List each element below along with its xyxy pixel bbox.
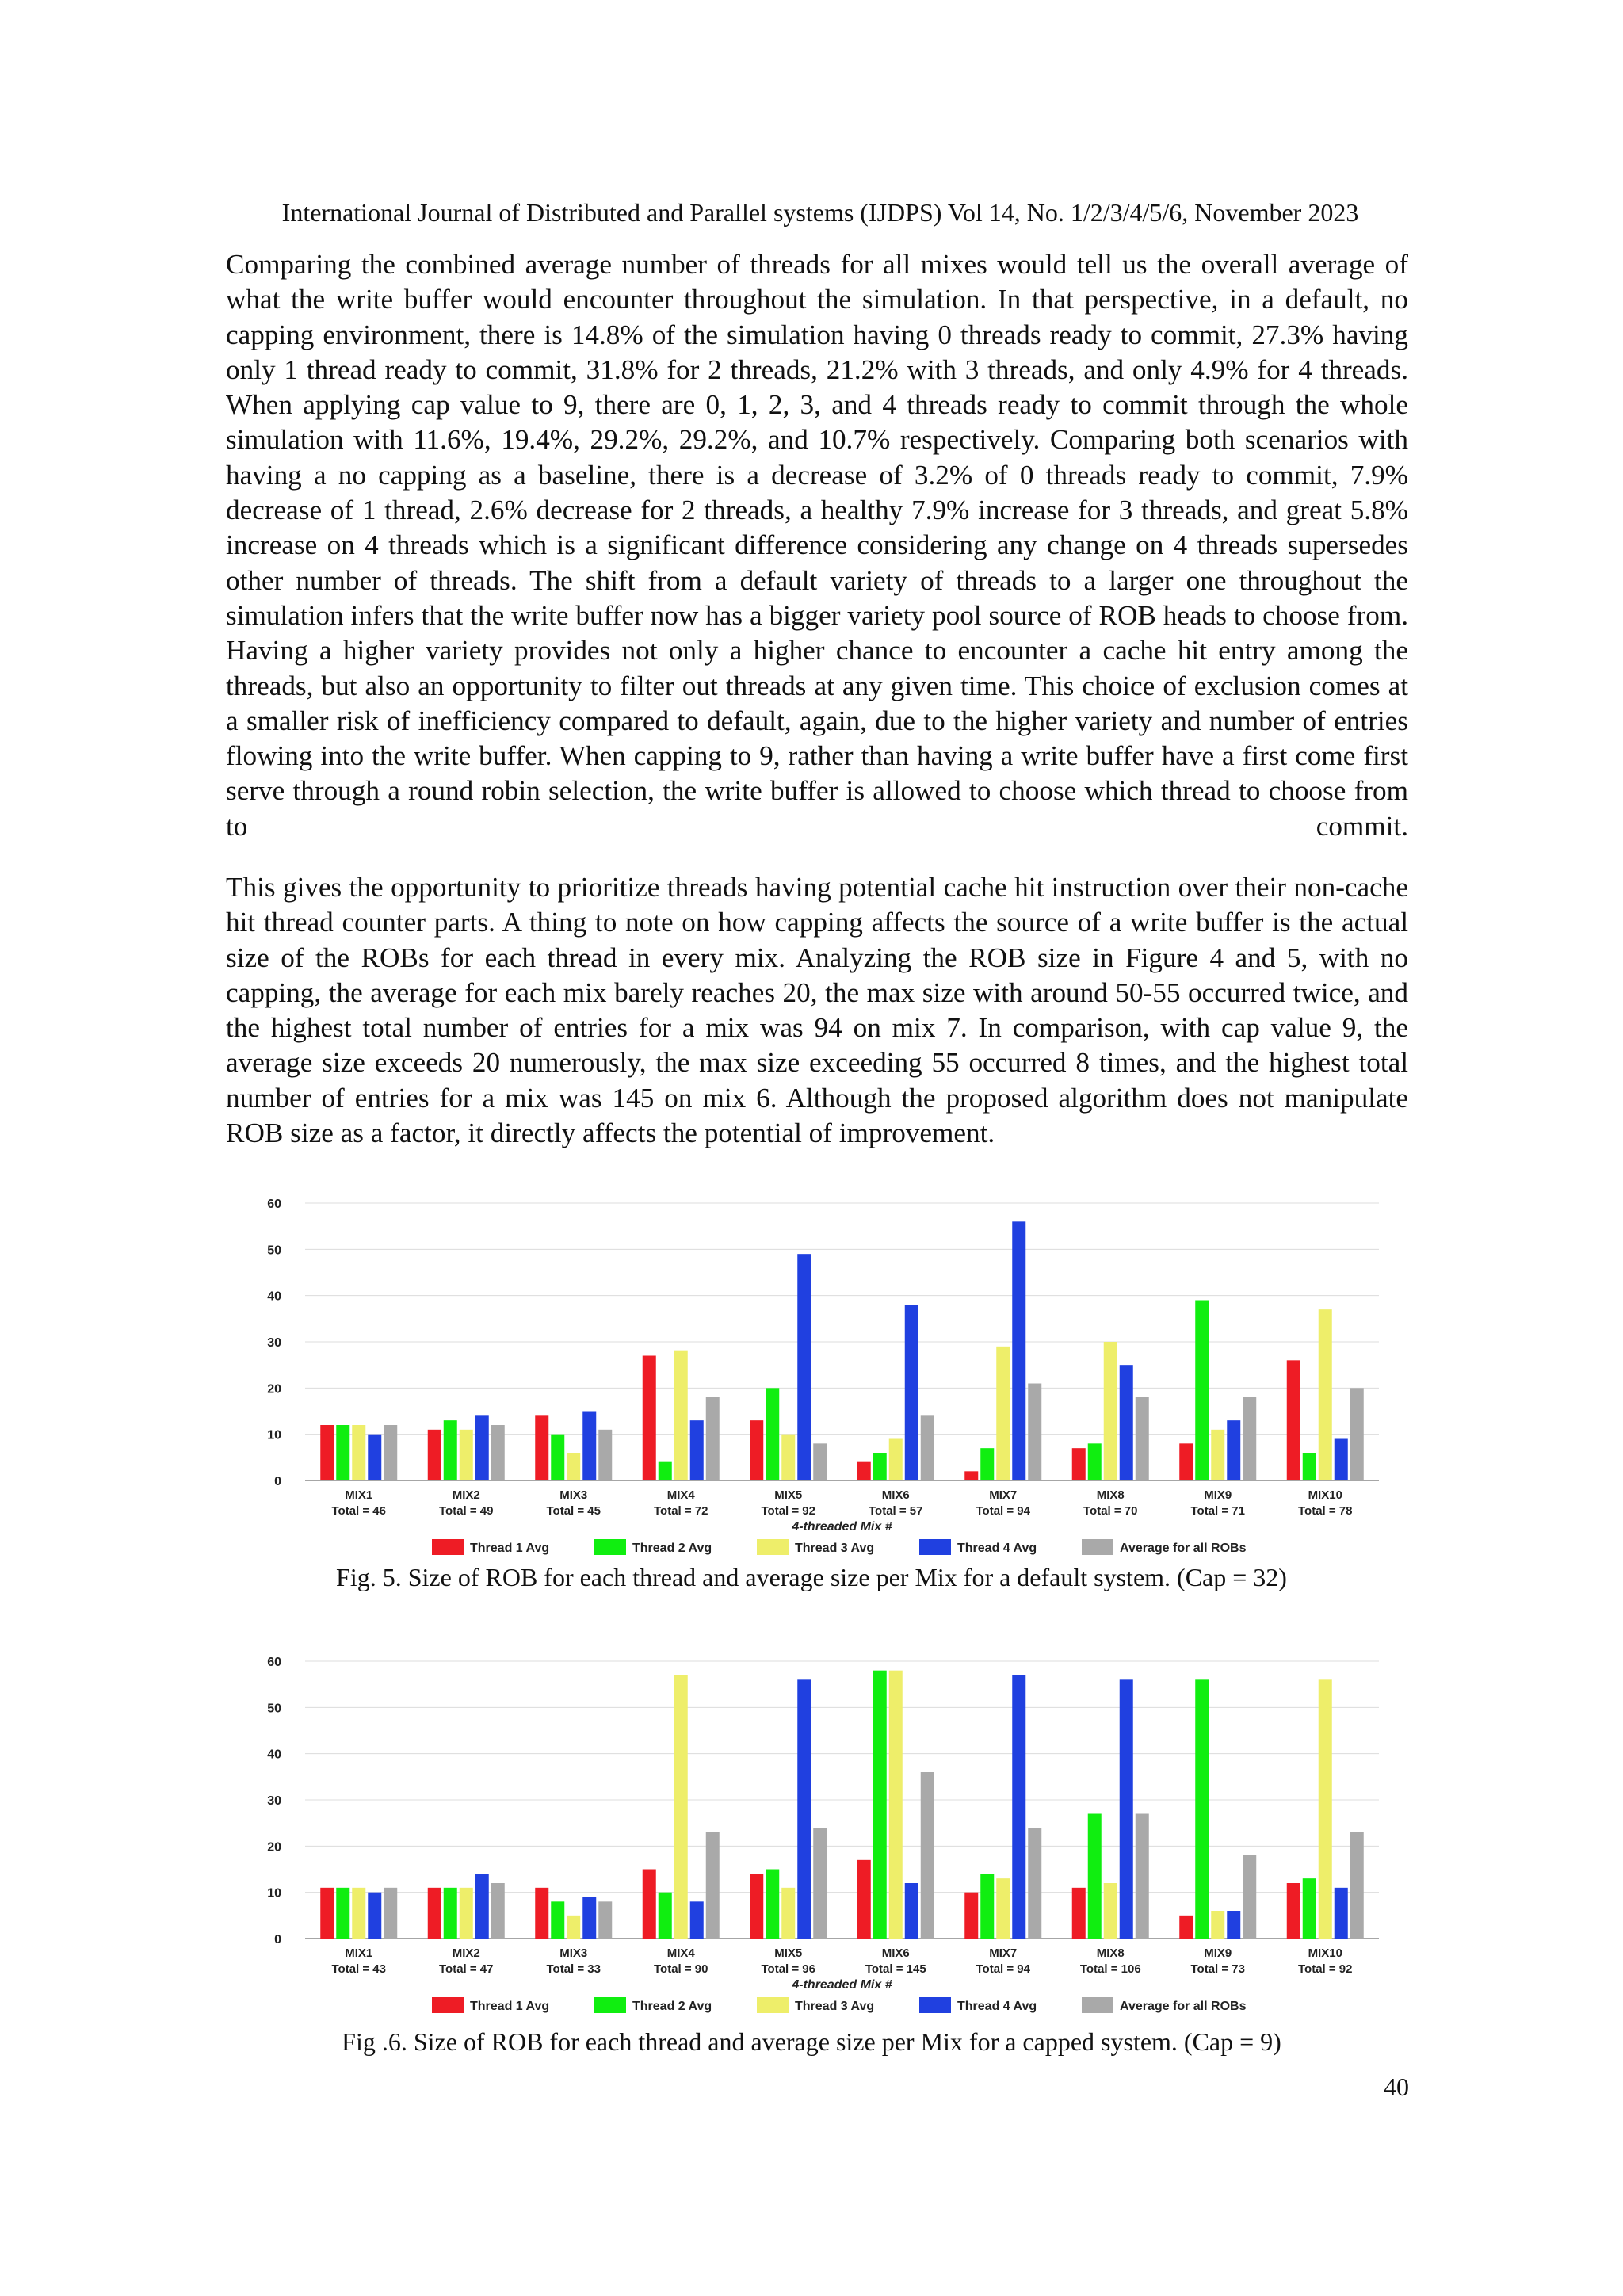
y-tick-label: 40 (267, 1748, 281, 1762)
x-category-label: MIX9 (1204, 1946, 1232, 1960)
bar-thread-2-avg (873, 1671, 887, 1939)
figure-6-caption: Fig .6. Size of ROB for each thread and average size per Mix for a capped system. (Cap = 9) (342, 2027, 1281, 2056)
x-total-label: Total = 90 (654, 1962, 708, 1976)
bar-thread-2-avg (1303, 1453, 1316, 1480)
bar-thread-2-avg (1088, 1814, 1102, 1939)
y-tick-label: 20 (267, 1382, 281, 1396)
bar-thread-2-avg (1088, 1443, 1102, 1480)
x-total-label: Total = 70 (1083, 1504, 1138, 1518)
legend-label: Thread 4 Avg (957, 2000, 1037, 2013)
bar-thread-4-avg (1012, 1221, 1025, 1480)
bar-thread-4-avg (475, 1415, 489, 1480)
x-total-label: Total = 73 (1190, 1962, 1245, 1976)
bar-thread-2-avg (766, 1388, 779, 1480)
bar-thread-3-avg (889, 1671, 903, 1939)
bar-thread-1-avg (643, 1356, 656, 1481)
bar-thread-1-avg (643, 1870, 656, 1939)
y-tick-label: 30 (267, 1336, 281, 1350)
bar-thread-3-avg (1319, 1679, 1332, 1939)
legend-swatch (757, 1539, 789, 1555)
bar-thread-3-avg (1319, 1309, 1332, 1480)
bar-thread-1-avg (428, 1430, 441, 1480)
legend-label: Thread 3 Avg (795, 1541, 875, 1555)
bar-thread-2-avg (766, 1870, 779, 1939)
bar-thread-4-avg (690, 1901, 704, 1939)
legend-label: Average for all ROBs (1120, 2000, 1247, 2013)
bar-thread-4-avg (582, 1412, 596, 1481)
x-category-label: MIX1 (345, 1488, 373, 1502)
legend-label: Average for all ROBs (1120, 1541, 1247, 1555)
legend-swatch (1082, 1539, 1113, 1555)
bar-thread-4-avg (582, 1897, 596, 1939)
legend-swatch (432, 1997, 464, 2013)
bar-average-for-all-robs (921, 1772, 934, 1939)
x-total-label: Total = 92 (1298, 1962, 1353, 1976)
bar-thread-4-avg (475, 1874, 489, 1939)
bar-thread-3-avg (567, 1916, 580, 1939)
chart-figure-6 (254, 1637, 1379, 2018)
bar-thread-3-avg (1211, 1430, 1224, 1480)
y-tick-label: 40 (267, 1289, 281, 1304)
bar-thread-1-avg (320, 1888, 334, 1939)
bar-thread-2-avg (444, 1420, 457, 1480)
x-category-label: MIX8 (1096, 1946, 1125, 1960)
bar-thread-3-avg (674, 1351, 688, 1480)
bar-average-for-all-robs (598, 1430, 612, 1480)
x-category-label: MIX4 (666, 1488, 695, 1502)
legend-label: Thread 1 Avg (470, 2000, 550, 2013)
x-axis-title: 4-threaded Mix # (792, 1520, 892, 1534)
bar-average-for-all-robs (706, 1832, 720, 1939)
bar-thread-1-avg (1179, 1443, 1193, 1480)
bar-thread-2-avg (444, 1888, 457, 1939)
x-total-label: Total = 94 (976, 1504, 1030, 1518)
body-paragraph-1: Comparing the combined average number of threads for all mixes would tell us the overall average of what the write buffer would encounter throughout the simulation. In that perspective, in a default, no capping environment, there is 14.8% of the simulation having 0 threads ready to commit, 27.3% having only 1 thread ready to commit, 31.8% for 2 threads, 21.2% with 3 threads, and only 4.9% for 4 threads. When applying cap value to 9, there are 0, 1, 2, 3, and 4 threads ready to commit through the whole simulation with 11.6%, 19.4%, 29.2%, 29.2%, and 10.7% respectively. Comparing both scenarios with having a no capping as a baseline, there is a decrease of 3.2% of 0 threads ready to commit, 7.9% decrease of 1 thread, 2.6% decrease for 2 threads, a healthy 7.9% increase for 3 threads, and great 5.8% increase on 4 threads which is a significant difference considering any change on 4 threads supersedes other number of threads. The shift from a default variety of threads to a larger one throughout the simulation infers that the write buffer now has a bigger variety pool source of ROB heads to choose from. Having a higher variety provides not only a higher chance to encounter a cache hit entry among the threads, but also an opportunity to filter out threads at any given time. This choice of exclusion comes at a smaller risk of inefficiency compared to default, again, due to the higher variety and number of entries flowing into the write buffer. When capping to 9, rather than having a write buffer have a first come first serve through a round robin selection, the write buffer is allowed to choose which thread to choose from to commit. (226, 249, 1408, 842)
bar-thread-1-avg (1287, 1360, 1300, 1480)
x-total-label: Total = 49 (439, 1504, 494, 1518)
bar-average-for-all-robs (1028, 1828, 1041, 1939)
bar-thread-4-avg (905, 1305, 918, 1480)
legend-swatch (1082, 1997, 1113, 2013)
bar-thread-1-avg (750, 1420, 763, 1480)
x-total-label: Total = 72 (654, 1504, 708, 1518)
x-category-label: MIX8 (1096, 1488, 1125, 1502)
bar-thread-1-avg (857, 1462, 871, 1480)
bar-thread-4-avg (1227, 1911, 1240, 1939)
bar-average-for-all-robs (813, 1828, 827, 1939)
x-category-label: MIX3 (559, 1488, 588, 1502)
bar-average-for-all-robs (1028, 1384, 1041, 1481)
bar-average-for-all-robs (384, 1888, 397, 1939)
bar-thread-1-avg (1072, 1888, 1086, 1939)
bar-thread-4-avg (1012, 1675, 1025, 1939)
x-total-label: Total = 92 (761, 1504, 815, 1518)
bar-average-for-all-robs (598, 1901, 612, 1939)
y-tick-label: 50 (267, 1244, 281, 1258)
y-tick-label: 60 (267, 1198, 281, 1211)
y-tick-label: 60 (267, 1656, 281, 1669)
bar-thread-2-avg (551, 1435, 564, 1480)
bar-thread-3-avg (1211, 1911, 1224, 1939)
legend-label: Thread 2 Avg (632, 2000, 712, 2013)
bar-thread-4-avg (690, 1420, 704, 1480)
bar-average-for-all-robs (1350, 1388, 1364, 1480)
bar-average-for-all-robs (491, 1883, 505, 1939)
x-category-label: MIX5 (774, 1488, 803, 1502)
x-total-label: Total = 43 (331, 1962, 386, 1976)
legend-swatch (432, 1539, 464, 1555)
bar-thread-1-avg (535, 1415, 548, 1480)
x-category-label: MIX9 (1204, 1488, 1232, 1502)
bar-average-for-all-robs (1243, 1855, 1256, 1939)
bar-thread-4-avg (1120, 1365, 1133, 1480)
bar-average-for-all-robs (706, 1397, 720, 1480)
legend-swatch (594, 1539, 626, 1555)
legend-swatch (757, 1997, 789, 2013)
bar-thread-1-avg (428, 1888, 441, 1939)
bar-thread-4-avg (1335, 1439, 1348, 1481)
legend-label: Thread 1 Avg (470, 1541, 550, 1555)
x-total-label: Total = 94 (976, 1962, 1030, 1976)
bar-thread-1-avg (535, 1888, 548, 1939)
bar-thread-1-avg (750, 1874, 763, 1939)
bar-thread-2-avg (980, 1448, 994, 1480)
bar-thread-4-avg (797, 1254, 811, 1480)
bar-thread-3-avg (352, 1888, 365, 1939)
x-category-label: MIX10 (1308, 1946, 1342, 1960)
bar-thread-1-avg (320, 1425, 334, 1480)
legend-swatch (919, 1539, 951, 1555)
bar-thread-1-avg (1287, 1883, 1300, 1939)
bar-average-for-all-robs (1350, 1832, 1364, 1939)
bar-average-for-all-robs (1136, 1397, 1149, 1480)
x-category-label: MIX2 (452, 1946, 480, 1960)
bar-thread-3-avg (460, 1430, 473, 1480)
bar-average-for-all-robs (1136, 1814, 1149, 1939)
x-total-label: Total = 78 (1298, 1504, 1353, 1518)
y-tick-label: 30 (267, 1794, 281, 1808)
x-category-label: MIX3 (559, 1946, 588, 1960)
bar-thread-1-avg (964, 1471, 978, 1480)
bar-average-for-all-robs (491, 1425, 505, 1480)
x-total-label: Total = 46 (331, 1504, 386, 1518)
chart-figure-5 (254, 1179, 1379, 1560)
bar-thread-2-avg (1195, 1301, 1209, 1481)
bar-thread-3-avg (460, 1888, 473, 1939)
body-paragraph-2: This gives the opportunity to prioritize threads having potential cache hit instruction over their non-cache hit thread counter parts. A thing to note on how capping affects the source of a write buffer is the actual size of the ROBs for each thread in every mix. Analyzing the ROB size in Figure 4 and 5, with no capping, the average for each mix barely reaches 20, the max size with around 50-55 occurred twice, and the highest total number of entries for a mix was 94 on mix 7. In comparison, with cap value 9, the average size exceeds 20 numerously, the max size exceeding 55 occurred 8 times, and the highest total number of entries for a mix was 145 on mix 6. Although the proposed algorithm does not manipulate ROB size as a factor, it directly affects the potential of improvement. (226, 872, 1408, 1149)
x-category-label: MIX7 (989, 1946, 1018, 1960)
bar-thread-3-avg (1104, 1883, 1117, 1939)
x-category-label: MIX6 (881, 1946, 910, 1960)
bar-thread-1-avg (1072, 1448, 1086, 1480)
page-number: 40 (1384, 2073, 1409, 2101)
figure-5 (254, 1179, 1379, 1560)
x-total-label: Total = 71 (1190, 1504, 1245, 1518)
x-total-label: Total = 96 (761, 1962, 815, 1976)
bar-thread-2-avg (336, 1888, 349, 1939)
legend-label: Thread 3 Avg (795, 2000, 875, 2013)
running-header: International Journal of Distributed and Parallel systems (IJDPS) Vol 14, No. 1/2/3/4/5/6, November 2023 (281, 198, 1359, 227)
x-category-label: MIX5 (774, 1946, 803, 1960)
bar-average-for-all-robs (384, 1425, 397, 1480)
x-total-label: Total = 106 (1079, 1962, 1141, 1976)
legend-swatch (919, 1997, 951, 2013)
bar-thread-3-avg (996, 1347, 1010, 1480)
bar-thread-3-avg (352, 1425, 365, 1480)
bar-thread-2-avg (336, 1425, 349, 1480)
y-tick-label: 10 (267, 1428, 281, 1442)
bar-average-for-all-robs (813, 1443, 827, 1480)
bar-thread-3-avg (567, 1453, 580, 1480)
bar-thread-3-avg (1104, 1342, 1117, 1480)
bar-thread-4-avg (368, 1893, 381, 1939)
bar-thread-3-avg (996, 1878, 1010, 1939)
x-category-label: MIX6 (881, 1488, 910, 1502)
x-category-label: MIX2 (452, 1488, 480, 1502)
bar-thread-4-avg (368, 1435, 381, 1480)
bar-thread-1-avg (857, 1860, 871, 1939)
bar-average-for-all-robs (1243, 1397, 1256, 1480)
bar-thread-2-avg (659, 1893, 672, 1939)
y-tick-label: 0 (274, 1933, 281, 1946)
figure-5-caption: Fig. 5. Size of ROB for each thread and average size per Mix for a default system. (Cap = 32) (336, 1563, 1287, 1591)
x-total-label: Total = 33 (546, 1962, 601, 1976)
x-total-label: Total = 145 (865, 1962, 926, 1976)
figure-6 (254, 1637, 1379, 2018)
bar-thread-4-avg (1335, 1888, 1348, 1939)
x-category-label: MIX7 (989, 1488, 1018, 1502)
x-category-label: MIX10 (1308, 1488, 1342, 1502)
legend-label: Thread 4 Avg (957, 1541, 1037, 1555)
bar-thread-2-avg (659, 1462, 672, 1480)
y-tick-label: 0 (274, 1475, 281, 1488)
bar-thread-2-avg (551, 1901, 564, 1939)
bar-thread-4-avg (905, 1883, 918, 1939)
bar-thread-1-avg (964, 1893, 978, 1939)
x-total-label: Total = 47 (439, 1962, 494, 1976)
bar-thread-4-avg (797, 1679, 811, 1939)
x-category-label: MIX4 (666, 1946, 695, 1960)
y-tick-label: 50 (267, 1702, 281, 1716)
x-total-label: Total = 45 (546, 1504, 601, 1518)
bar-thread-3-avg (674, 1675, 688, 1939)
y-tick-label: 10 (267, 1886, 281, 1901)
x-axis-title: 4-threaded Mix # (792, 1978, 892, 1992)
bar-thread-1-avg (1179, 1916, 1193, 1939)
bar-thread-3-avg (781, 1888, 795, 1939)
x-total-label: Total = 57 (869, 1504, 923, 1518)
bar-thread-2-avg (873, 1453, 887, 1480)
bar-thread-3-avg (889, 1439, 903, 1481)
legend-label: Thread 2 Avg (632, 1541, 712, 1555)
y-tick-label: 20 (267, 1840, 281, 1855)
x-category-label: MIX1 (345, 1946, 373, 1960)
legend-swatch (594, 1997, 626, 2013)
bar-thread-4-avg (1120, 1679, 1133, 1939)
bar-thread-2-avg (980, 1874, 994, 1939)
bar-average-for-all-robs (921, 1415, 934, 1480)
bar-thread-2-avg (1303, 1878, 1316, 1939)
bar-thread-3-avg (781, 1435, 795, 1480)
bar-thread-4-avg (1227, 1420, 1240, 1480)
bar-thread-2-avg (1195, 1679, 1209, 1939)
